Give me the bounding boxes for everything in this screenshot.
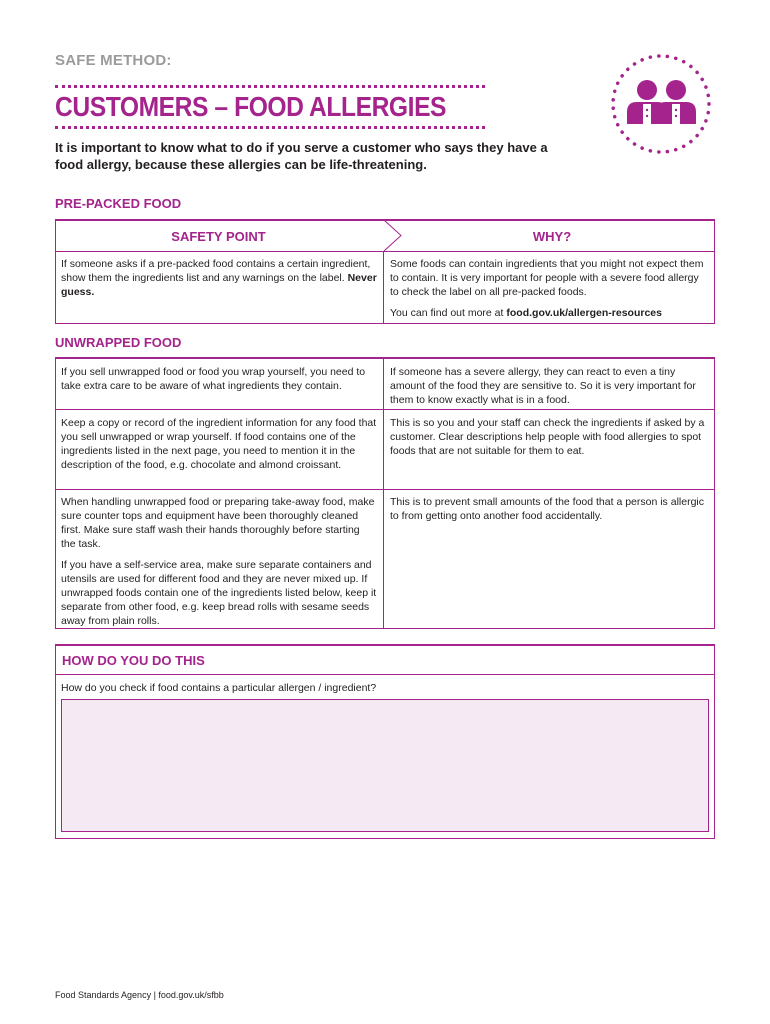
how-header-rule [55,674,715,675]
unwrapped-row-1-safety: If you sell unwrapped food or food you wrap yourself, you need to take extra care to be aware of what ingredients they contain. [61,366,366,392]
col-header-why: WHY? [532,229,572,244]
unwrapped-row-1-rule [55,409,715,410]
unwrapped-row-1-why: If someone has a severe allergy, they can react to even a tiny amount of the food they are sensitive to. So it is very important for them to know exactly what is in a food. [390,366,696,406]
unwrapped-bottom-rule [55,628,715,629]
how-question: How do you check if food contains a particular allergen / ingredient? [61,682,377,694]
dotted-divider-bottom [55,126,485,129]
how-top-rule [55,644,715,646]
prepacked-right-border [714,219,715,324]
unwrapped-row-3-safety: When handling unwrapped food or preparing take-away food, make sure counter tops and equipment have been thoroughly cleaned first. Make sure staff wash their hands thoroughly before starting the task. [61,496,375,550]
page-title: CUSTOMERS – FOOD ALLERGIES [55,91,447,122]
answer-box[interactable] [61,699,709,832]
prepacked-header-rule [55,251,715,252]
prepacked-more-info [390,306,710,320]
people-group-icon [609,52,713,156]
never-guess-emphasis: Never guess. [61,272,377,298]
prepacked-bottom-rule [55,323,715,324]
dotted-divider-top [55,85,485,88]
prepacked-col-divider [383,251,384,324]
unwrapped-right-border [714,357,715,629]
unwrapped-row-2-rule [55,489,715,490]
more-info-prefix: You can find out more at [390,307,504,319]
unwrapped-top-rule [55,357,715,359]
unwrapped-col-divider [383,357,384,629]
intro-text: It is important to know what to do if you serve a customer who says they have a food allergy, because these allergies can be life-threatening. [55,140,548,172]
how-bottom-rule [55,838,715,839]
unwrapped-row-2-why: This is so you and your staff can check the ingredients if asked by a customer. Clear descriptions help people with food allergies to spot foods that are not suitable for them to eat. [390,417,705,457]
allergen-resources-link[interactable]: food.gov.uk/allergen-resources [506,307,662,319]
unwrapped-row-2-safety: Keep a copy or record of the ingredient information for any food that you sell unwrapped or wrap yourself. If food contains one of the ingredients listed in the next page, you need to mention it in the description of the food, e.g. chocolate and almond croissant. [61,417,377,471]
prepacked-safety-cell [61,257,377,299]
prepacked-section-title: PRE-PACKED FOOD [55,196,182,211]
how-section-title: HOW DO YOU DO THIS [62,653,205,668]
unwrapped-row-3-safety-2: If you have a self-service area, make sure separate containers and utensils are used for different food and they are never mixed up. If unwrapped foods contain one of the ingredients listed below, keep it separate from other food, e.g. keep bread rolls with sesame seeds away from plain rolls. [61,559,377,627]
footer-text: Food Standards Agency | food.gov.uk/sfbb [55,990,224,1000]
unwrapped-row-3-why: This is to prevent small amounts of the food that a person is allergic to from getting onto another food accidentally. [390,496,704,522]
unwrapped-left-border [55,357,56,629]
kicker-label: SAFE METHOD: [55,52,172,69]
unwrapped-section-title: UNWRAPPED FOOD [55,335,182,350]
prepacked-safety-text: If someone asks if a pre-packed food contains a certain ingredient, show them the ingredients list and any warnings on the label. [61,258,371,284]
prepacked-why-text: Some foods can contain ingredients that you might not expect them to contain. It is very important for people with a severe food allergy to check the label on all pre-packed foods. [390,258,704,298]
col-header-safety-point: SAFETY POINT [171,229,266,244]
